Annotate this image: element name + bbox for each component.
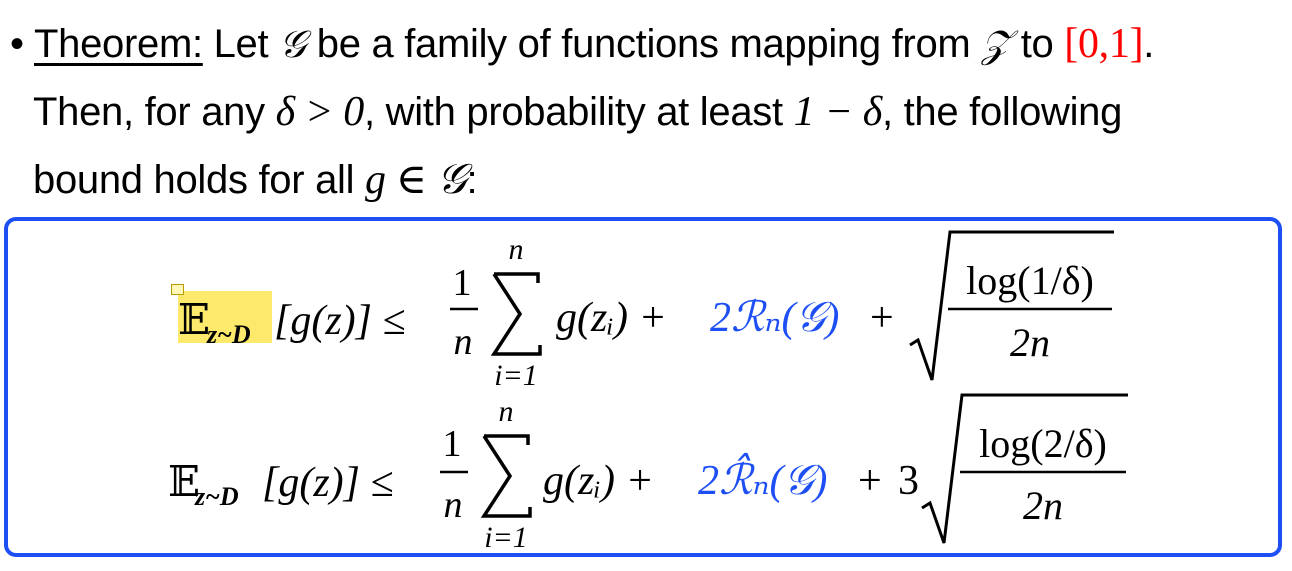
function-family-symbol: 𝒢	[279, 22, 306, 66]
eq2-subscript: z~D	[195, 482, 239, 511]
eq2-sum-top: n	[498, 395, 514, 428]
eq1-subscript: z~D	[207, 320, 251, 349]
probability-expr: 1 − δ	[793, 89, 882, 135]
line3-text-1: bound holds for all	[33, 158, 355, 202]
line2-text-2: , with probability at least	[364, 90, 783, 134]
membership-expr: g ∈ 𝒢	[365, 157, 467, 203]
eq1-sum-bottom: i=1	[494, 359, 538, 392]
eq1-sqrt-den: 2n	[1010, 320, 1050, 365]
eq1-plus: +	[870, 295, 894, 341]
eq2-rademacher: 2ℛ̂ₙ(𝒢)	[698, 458, 828, 504]
eq2-plus: +	[858, 458, 882, 504]
eq2-sum-sign	[484, 436, 530, 516]
eq2-frac-num: 1	[442, 423, 462, 465]
eq2-term: g(zᵢ) +	[543, 458, 654, 504]
line2-text-3: , the following	[881, 90, 1123, 134]
eq1-frac-num: 1	[452, 262, 472, 304]
eq2-lhs: [g(z)] ≤	[262, 460, 394, 506]
eq1-expectation: 𝔼	[178, 298, 211, 344]
line3-colon: :	[466, 158, 478, 202]
eq2-sqrt-num: log(2/δ)	[979, 421, 1107, 466]
eq2-expectation: 𝔼	[168, 460, 201, 506]
eq2-coef: 3	[898, 458, 919, 504]
eq2-sum-bottom: i=1	[484, 521, 528, 554]
eq1-sum-sign	[494, 274, 540, 354]
theorem-label: Theorem:	[34, 22, 203, 66]
equation-2	[168, 395, 1128, 554]
eq1-lhs: [g(z)] ≤	[274, 298, 406, 344]
eq1-sqrt-num: log(1/δ)	[966, 258, 1094, 303]
eq1-rademacher: 2ℛₙ(𝒢)	[710, 295, 840, 341]
line1-period: .	[1143, 22, 1155, 66]
delta-condition: δ > 0	[275, 89, 364, 135]
line1-text-1: Let	[213, 22, 269, 66]
eq1-sum-top: n	[508, 233, 524, 266]
eq2-frac-den: n	[443, 484, 463, 526]
eq2-sqrt-den: 2n	[1023, 483, 1063, 528]
domain-symbol: 𝒵	[981, 22, 1010, 66]
equation-1	[178, 232, 1114, 392]
eq1-frac-den: n	[453, 321, 473, 363]
eq1-term: g(zᵢ) +	[556, 295, 667, 341]
line1-text-2: be a family of functions mapping from	[316, 22, 971, 66]
line2-text-1: Then, for any	[33, 90, 265, 134]
line1-text-3: to	[1020, 22, 1054, 66]
bullet: •	[10, 22, 24, 66]
interval: [0,1]	[1064, 21, 1144, 67]
